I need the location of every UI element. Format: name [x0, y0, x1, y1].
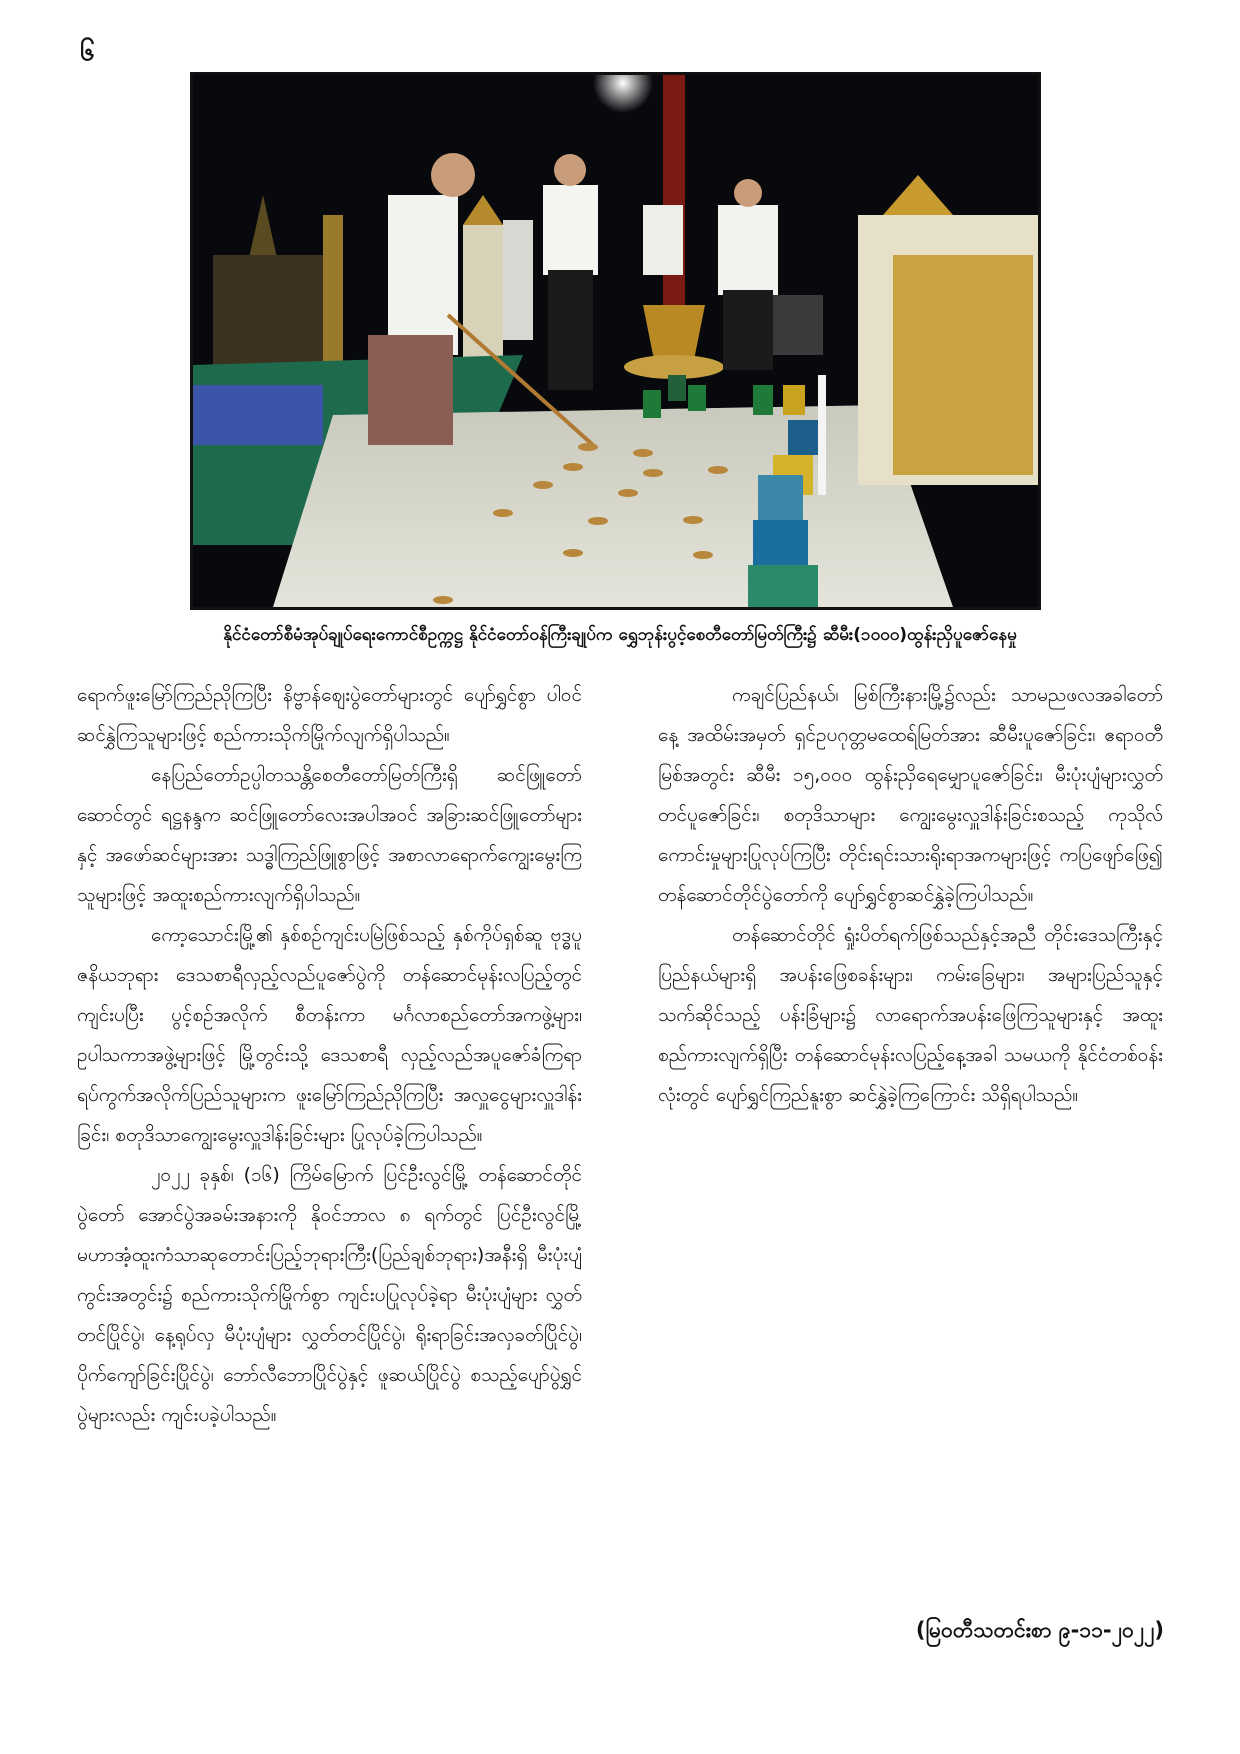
paragraph: ၂၀၂၂ ခုနှစ်၊ (၁၆) ကြိမ်မြောက် ပြင်ဦးလွင်မြို့ တန်ဆောင်တိုင်ပွဲတော် အောင်ပွဲအခမ်းအနားကို နိုဝင်ဘာလ ၈ ရက်တွင် ပြင်ဦးလွင်မြို့ မဟာအံ့ထူးကံသာဆုတောင်းပြည့်ဘုရားကြီး(ပြည်ချစ်ဘုရား)အနီးရှိ မီးပုံးပျံကွင်းအတွင်း၌ စည်ကားသိုက်မြိုက်စွာ ကျင်းပပြုလုပ်ခဲ့ရာ မီးပုံးပျံများ လွှတ်တင်ပြိုင်ပွဲ၊ နေ့ရုပ်လှ မီပုံးပျံများ လွှတ်တင်ပြိုင်ပွဲ၊ ရိုးရာခြင်းအလှခတ်ပြိုင်ပွဲ၊ ပိုက်ကျော်ခြင်းပြိုင်ပွဲ၊ ဘော်လီဘောပြိုင်ပွဲနှင့် ဖူဆယ်ပြိုင်ပွဲ စသည့်ပျော်ပွဲရွှင်ပွဲများလည်း ကျင်းပခဲ့ပါသည်။ — [77, 1164, 582, 1426]
temple-ceremony-photo — [193, 75, 1038, 607]
photo-caption: နိုင်ငံတော်စီမံအုပ်ချုပ်ရေးကောင်စီဥက္ကဋ္ဌ နိုင်ငံတော်ဝန်ကြီးချုပ်က ရွှေဘုန်းပွင့်စေတီတော်မြတ်ကြီး၌ ဆီမီး(၁၀၀၀)ထွန်းညှိပူဇော်နေမှု — [223, 625, 1017, 645]
article-column-left — [77, 675, 582, 1435]
paragraph: ရောက်ဖူးမြော်ကြည်ညိုကြပြီး နိဗ္ဗာန်စျေးပွဲတော်များတွင် ပျော်ရွှင်စွာ ပါဝင်ဆင်နွှဲကြသူများဖြင့် စည်ကားသိုက်မြိုက်လျက်ရှိပါသည်။ — [77, 684, 582, 746]
paragraph: နေပြည်တော်ဥပ္ပါတသန္တိစေတီတော်မြတ်ကြီးရှိ ဆင်ဖြူတော်ဆောင်တွင် ရဋ္ဌနန္ဒက ဆင်ဖြူတော်လေးအပါအဝင် အခြားဆင်ဖြူတော်များနှင့် အဖော်ဆင်များအား သဒ္ဓါကြည်ဖြူစွာဖြင့် အစာလာရောက်ကျွေးမွေးကြသူများဖြင့် အထူးစည်ကားလျက်ရှိပါသည်။ — [77, 764, 582, 906]
news-source: (မြဝတီသတင်းစာ ၉-၁၁-၂၀၂၂) — [915, 1618, 1164, 1642]
page-number: ၆ — [80, 37, 95, 67]
paragraph: ကော့သောင်းမြို့၏ နှစ်စဉ်ကျင်းပမြဲဖြစ်သည့် နှစ်ကိုပ်ရှစ်ဆူ ဗုဒ္ဓပူဇနိယဘုရား ဒေသစာရီလှည့်လည်ပူဇော်ပွဲကို တန်ဆောင်မုန်းလပြည့်တွင် ကျင်းပပြီး ပွင့်စဉ်အလိုက် စီတန်းကာ မင်္ဂလာစည်တော်အကဖွဲ့များ၊ ဥပါသကာအဖွဲ့များဖြင့် မြို့တွင်းသို့ ဒေသစာရီ လှည့်လည်အပူဇော်ခံကြရာ ရပ်ကွက်အလိုက်ပြည်သူများက ဖူးမြော်ကြည်ညိုကြပြီး အလှူငွေများလှူဒါန်းခြင်း၊ စတုဒိသာကျွေးမွေးလှူဒါန်းခြင်းများ ပြုလုပ်ခဲ့ကြပါသည်။ — [77, 924, 582, 1146]
article-column-right — [658, 675, 1163, 1115]
news-photo — [190, 72, 1041, 610]
paragraph: ကချင်ပြည်နယ်၊ မြစ်ကြီးနားမြို့၌လည်း သာမညဖလအခါတော်နေ့ အထိမ်းအမှတ် ရှင်ဥပဂုတ္တမထေရ်မြတ်အား ဆီမီးပူဇော်ခြင်း၊ ဧရာဝတီမြစ်အတွင်း ဆီမီး ၁၅,၀၀၀ ထွန်းညှိရေမျှောပူဇော်ခြင်း၊ မီးပုံးပျံများလွှတ်တင်ပူဇော်ခြင်း၊ စတုဒိသာများ ကျွေးမွေးလှူဒါန်းခြင်းစသည့် ကုသိုလ်ကောင်းမှုများပြုလုပ်ကြပြီး တိုင်းရင်းသားရိုးရာအကများဖြင့် ကပြဖျော်ဖြေ၍ တန်ဆောင်တိုင်ပွဲတော်ကို ပျော်ရွှင်စွာဆင်နွှဲခဲ့ကြပါသည်။ — [658, 684, 1163, 906]
paragraph: တန်ဆောင်တိုင် ရှုံးပိတ်ရက်ဖြစ်သည်နှင့်အညီ တိုင်းဒေသကြီးနှင့် ပြည်နယ်များရှိ အပန်းဖြေစခန်းများ၊ ကမ်းခြေများ၊ အများပြည်သူနှင့်သက်ဆိုင်သည့် ပန်းခြံများ၌ လာရောက်အပန်းဖြေကြသူများနှင့် အထူးစည်ကားလျက်ရှိပြီး တန်ဆောင်မုန်းလပြည့်နေ့အခါ သမယကို နိုင်ငံတစ်ဝန်းလုံးတွင် ပျော်ရွှင်ကြည်နူးစွာ ဆင်နွှဲခဲ့ကြကြောင်း သိရှိရပါသည်။ — [658, 924, 1163, 1106]
